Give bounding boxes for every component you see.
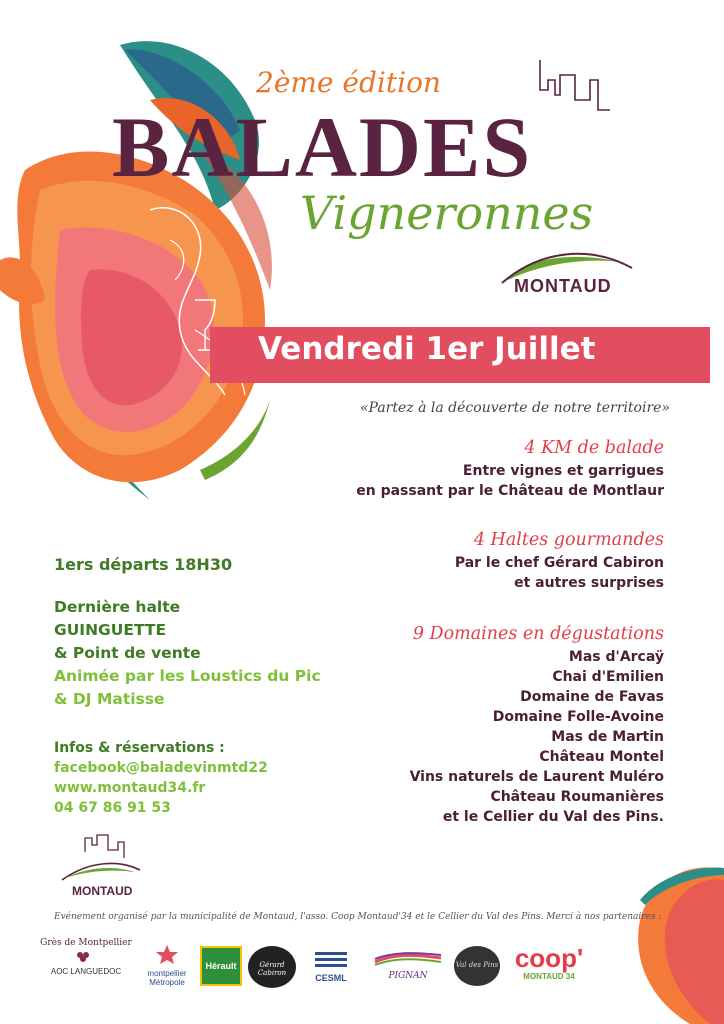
last-stop-section bbox=[54, 596, 321, 711]
partner-cabiron-name: Gérard Cabiron bbox=[257, 961, 287, 977]
last-stop-line: GUINGUETTE bbox=[54, 621, 167, 639]
domain-item: Château Montel bbox=[539, 749, 664, 765]
domain-item: Vins naturels de Laurent Muléro bbox=[409, 769, 664, 785]
partner-herault-logo bbox=[200, 946, 242, 986]
domain-item: et le Cellier du Val des Pins. bbox=[442, 809, 664, 825]
edition-label: 2ème édition bbox=[256, 66, 441, 99]
partner-pignan-logo bbox=[370, 950, 446, 981]
walk-section bbox=[356, 438, 664, 501]
partner-gres-sub: AOC LANGUEDOC bbox=[50, 967, 122, 976]
stops-line: et autres surprises bbox=[514, 575, 664, 591]
phone-number[interactable]: 04 67 86 91 53 bbox=[54, 800, 171, 816]
domain-item: Mas d'Arcaÿ bbox=[568, 649, 664, 665]
montaud-logo: MONTAUD bbox=[514, 276, 612, 296]
stops-section bbox=[455, 530, 664, 593]
stops-heading: 4 Haltes gourmandes bbox=[473, 530, 664, 550]
partner-cesml-name: CESML bbox=[315, 973, 347, 983]
domain-item: Château Roumanières bbox=[490, 789, 664, 805]
facebook-contact[interactable]: facebook@baladevinmtd22 bbox=[54, 760, 268, 776]
partner-herault-name: Hérault bbox=[205, 961, 237, 971]
info-section bbox=[54, 738, 268, 818]
info-label: Infos & réservations : bbox=[54, 740, 225, 756]
partner-pignan-name: PIGNAN bbox=[388, 971, 428, 981]
partner-cesml-logo bbox=[300, 948, 362, 983]
domains-section bbox=[410, 624, 664, 827]
partner-gres-name: Grès de Montpellier bbox=[40, 938, 132, 948]
star-icon bbox=[155, 944, 179, 964]
animation-line: Animée par les Loustics du Pic bbox=[54, 667, 321, 685]
event-title: BALADES bbox=[112, 99, 533, 195]
partner-cabiron-logo bbox=[248, 946, 296, 988]
domain-item: Mas de Martin bbox=[551, 729, 664, 745]
partner-coop-name: coop' bbox=[514, 943, 584, 973]
montaud-logo-bottom: MONTAUD bbox=[72, 884, 133, 898]
domain-item: Domaine Folle-Avoine bbox=[492, 709, 664, 725]
domain-item: Chai d'Emilien bbox=[552, 669, 664, 685]
partner-gres-logo bbox=[40, 938, 132, 976]
walk-line: en passant par le Château de Montlaur bbox=[356, 483, 664, 499]
partner-valdespins-name: Val des Pins bbox=[455, 961, 499, 969]
walk-heading: 4 KM de balade bbox=[524, 438, 664, 458]
last-stop-line: & Point de vente bbox=[54, 644, 201, 662]
grape-icon bbox=[66, 948, 106, 962]
last-stop-line: Dernière halte bbox=[54, 598, 181, 616]
event-date: Vendredi 1er Juillet bbox=[258, 331, 596, 367]
departures-time: 1ers départs 18H30 bbox=[54, 555, 233, 574]
power-grid-icon bbox=[311, 948, 351, 968]
partner-metropole-sub: Métropole bbox=[149, 978, 185, 987]
partner-coop-logo bbox=[506, 944, 592, 981]
partner-metropole-name: montpellier bbox=[147, 969, 187, 978]
partner-coop-sub: MONTAUD 34 bbox=[523, 972, 575, 981]
partner-valdespins-logo bbox=[454, 946, 500, 986]
event-subtitle: Vigneronnes bbox=[300, 186, 594, 240]
organizer-note: Evénement organisé par la municipalité de Montaud, l'asso. Coop Montaud'34 et le Cellier du Val des Pins. Merci à nos partenaires : bbox=[54, 912, 662, 922]
animation-line: & DJ Matisse bbox=[54, 690, 165, 708]
website-link[interactable]: www.montaud34.fr bbox=[54, 780, 206, 796]
stops-line: Par le chef Gérard Cabiron bbox=[454, 555, 664, 571]
partner-metropole-logo bbox=[136, 944, 198, 987]
domain-item: Domaine de Favas bbox=[520, 689, 664, 705]
domains-heading: 9 Domaines en dégustations bbox=[412, 624, 664, 644]
tagline: «Partez à la découverte de notre territoire» bbox=[359, 400, 670, 416]
stripes-icon bbox=[373, 950, 443, 966]
walk-line: Entre vignes et garrigues bbox=[462, 463, 664, 479]
